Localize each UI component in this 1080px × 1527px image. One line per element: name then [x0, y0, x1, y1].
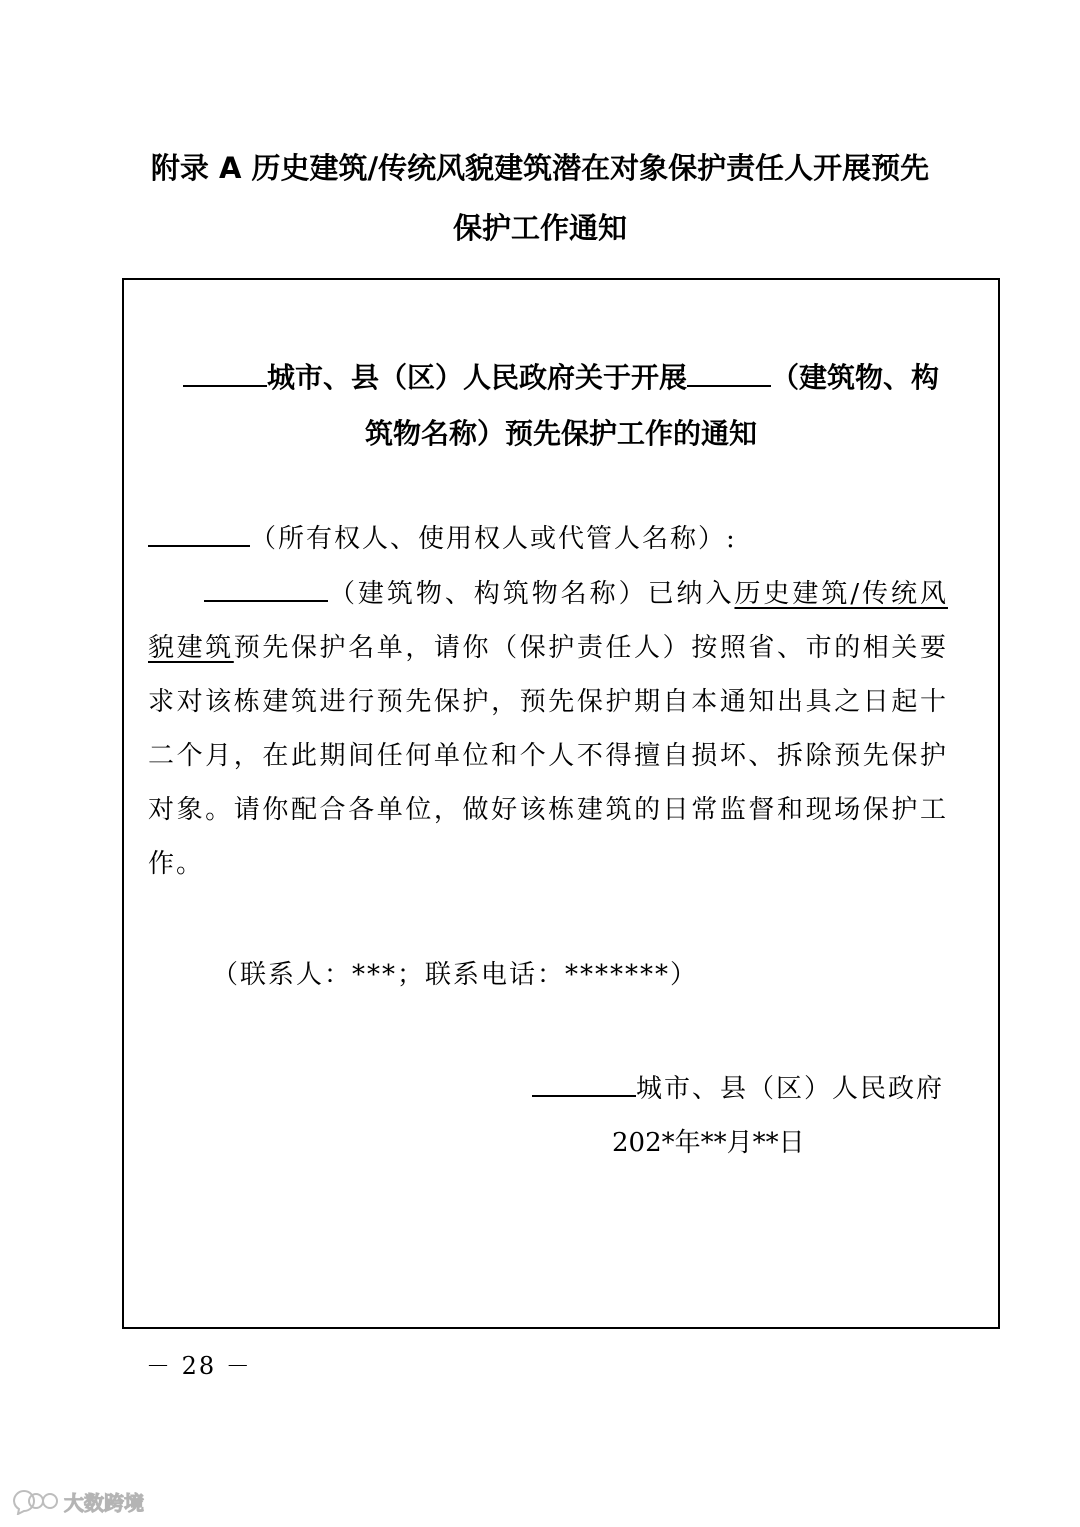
signer-line: [532, 1062, 944, 1116]
contact-info: （联系人：***；联系电话：*******）: [212, 960, 699, 990]
notice-title: [124, 350, 998, 462]
notice-paragraph: [148, 567, 948, 891]
paragraph-part2: 预先保护名单，请你（保护责任人）按照省、市的相关要求对该栋建筑进行预先保护，预先保护期自本通知出具之日起十二个月，在此期间任何单位和个人不得擅自损坏、拆除预先保护对象。请你配合各单位，做好该栋建筑的日常监督和现场保护工作。: [148, 633, 948, 879]
paragraph-underlined-term: 历史建筑/传统风貌建筑: [148, 579, 948, 663]
signer-text: 城市、县（区）人民政府: [635, 1074, 944, 1104]
notice-frame: [122, 278, 1000, 1329]
notice-date: 202*年**月**日: [612, 1128, 805, 1158]
owner-name-blank: [148, 519, 250, 547]
watermark: [10, 1486, 144, 1516]
notice-title-line1: [124, 350, 998, 406]
speech-bubble-logo-icon: [10, 1487, 58, 1515]
addressee-line: [148, 512, 948, 566]
signer-city-blank: [532, 1069, 636, 1097]
notice-title-line2: 筑物名称）预先保护工作的通知: [364, 417, 757, 450]
notice-title-part2: （建筑物、构: [771, 361, 940, 394]
building-name-blank: [687, 359, 771, 387]
appendix-title-line2: 保护工作通知: [452, 211, 627, 245]
addressee-text: （所有权人、使用权人或代管人名称）:: [250, 524, 737, 554]
city-blank: [183, 359, 267, 387]
appendix-title-line1: 附录 A 历史建筑/传统风貌建筑潜在对象保护责任人开展预先: [150, 151, 930, 185]
page-number: － 28 －: [146, 1352, 252, 1380]
paragraph-part1: （建筑物、构筑物名称）已纳入: [328, 579, 735, 609]
notice-title-part1: 城市、县（区）人民政府关于开展: [266, 361, 687, 394]
building-blank: [204, 574, 328, 602]
appendix-title: [0, 138, 1080, 258]
watermark-text: 大数跨境: [64, 1490, 144, 1515]
